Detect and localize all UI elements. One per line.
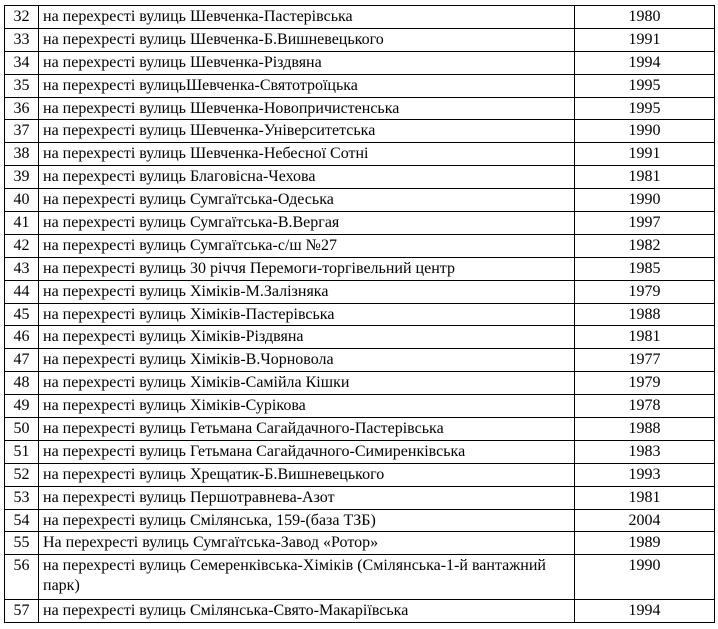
row-year: 1988 [575,303,715,326]
table-row [5,349,715,372]
table-row [5,51,715,74]
row-year: 1994 [575,600,715,623]
row-year: 1988 [575,418,715,441]
table-row [5,326,715,349]
row-year: 1990 [575,555,715,600]
intersections-table [4,5,715,623]
row-location: на перехресті вулиць Хіміків-В.Чорновола [39,349,575,372]
row-location: на перехресті вулиць Шевченка-Небесної Сотні [39,143,575,166]
row-year: 1985 [575,257,715,280]
table-row [5,97,715,120]
row-year: 2004 [575,509,715,532]
table-row [5,280,715,303]
row-number: 50 [5,418,39,441]
row-number: 44 [5,280,39,303]
row-number: 53 [5,486,39,509]
row-location: на перехресті вулиць Гетьмана Сагайдачного-Симиренківська [39,440,575,463]
row-location: на перехресті вулицьШевченка-Святотроїцька [39,74,575,97]
row-year: 1981 [575,486,715,509]
row-year: 1993 [575,463,715,486]
row-year: 1995 [575,97,715,120]
row-number: 49 [5,395,39,418]
row-year: 1980 [575,6,715,29]
row-location: на перехресті вулиць Гетьмана Сагайдачного-Пастерівська [39,418,575,441]
table-row [5,28,715,51]
row-location: на перехресті вулиць Сумгаїтська-с/ш №27 [39,234,575,257]
row-number: 57 [5,600,39,623]
row-year: 1990 [575,120,715,143]
table-row [5,486,715,509]
row-number: 40 [5,189,39,212]
row-location: На перехресті вулиць Сумгаїтська-Завод «Ротор» [39,532,575,555]
table-row [5,212,715,235]
table-row [5,532,715,555]
row-location: на перехресті вулиць Шевченка-Новопричистенська [39,97,575,120]
row-location: на перехресті вулиць Смілянська, 159-(база ТЗБ) [39,509,575,532]
row-year: 1991 [575,143,715,166]
row-location: на перехресті вулиць Шевченка-Різдвяна [39,51,575,74]
table-row [5,189,715,212]
row-year: 1989 [575,532,715,555]
row-number: 55 [5,532,39,555]
row-year: 1997 [575,212,715,235]
table-row [5,6,715,29]
row-number: 39 [5,166,39,189]
row-number: 46 [5,326,39,349]
row-location: на перехресті вулиць Хіміків-Пастерівська [39,303,575,326]
table-row [5,166,715,189]
table-row [5,555,715,600]
row-number: 48 [5,372,39,395]
row-location: на перехресті вулиць 30 річчя Перемоги-торгівельний центр [39,257,575,280]
row-number: 52 [5,463,39,486]
table-row [5,303,715,326]
row-number: 37 [5,120,39,143]
table-row [5,372,715,395]
row-number: 47 [5,349,39,372]
row-number: 34 [5,51,39,74]
row-number: 38 [5,143,39,166]
row-year: 1994 [575,51,715,74]
row-location: на перехресті вулиць Сумгаїтська-В.Вергая [39,212,575,235]
row-year: 1981 [575,166,715,189]
row-year: 1982 [575,234,715,257]
table-row [5,74,715,97]
row-location: на перехресті вулиць Шевченка-Пастерівська [39,6,575,29]
row-number: 54 [5,509,39,532]
row-year: 1995 [575,74,715,97]
row-number: 41 [5,212,39,235]
table-row [5,509,715,532]
table-row [5,143,715,166]
row-year: 1990 [575,189,715,212]
row-location: на перехресті вулиць Хіміків-М.Залізняка [39,280,575,303]
row-location: на перехресті вулиць Хіміків-Самійла Кішки [39,372,575,395]
row-number: 45 [5,303,39,326]
row-year: 1978 [575,395,715,418]
row-year: 1979 [575,372,715,395]
row-year: 1977 [575,349,715,372]
table-row [5,418,715,441]
table-row [5,600,715,623]
row-year: 1991 [575,28,715,51]
row-location: на перехресті вулиць Шевченка-Б.Вишневецького [39,28,575,51]
row-year: 1979 [575,280,715,303]
row-number: 56 [5,555,39,600]
row-year: 1983 [575,440,715,463]
table-row [5,395,715,418]
row-number: 51 [5,440,39,463]
row-location: на перехресті вулиць Шевченка-Університетська [39,120,575,143]
row-location: на перехресті вулиць Хрещатик-Б.Вишневецького [39,463,575,486]
row-location: на перехресті вулиць Сумгаїтська-Одеська [39,189,575,212]
row-year: 1981 [575,326,715,349]
table-body [5,6,715,623]
row-location: на перехресті вулиць Хіміків-Різдвяна [39,326,575,349]
row-location: на перехресті вулиць Хіміків-Сурікова [39,395,575,418]
table-row [5,257,715,280]
row-number: 36 [5,97,39,120]
row-location: на перехресті вулиць Першотравнева-Азот [39,486,575,509]
row-location: на перехресті вулиць Благовісна-Чехова [39,166,575,189]
table-row [5,120,715,143]
table-row [5,440,715,463]
row-number: 35 [5,74,39,97]
row-location: на перехресті вулиць Семеренківська-Хіміків (Смілянська-1-й вантажний парк) [39,555,575,600]
row-number: 43 [5,257,39,280]
table-row [5,463,715,486]
row-location: на перехресті вулиць Смілянська-Свято-Макаріївська [39,600,575,623]
table-row [5,234,715,257]
row-number: 42 [5,234,39,257]
row-number: 32 [5,6,39,29]
row-number: 33 [5,28,39,51]
